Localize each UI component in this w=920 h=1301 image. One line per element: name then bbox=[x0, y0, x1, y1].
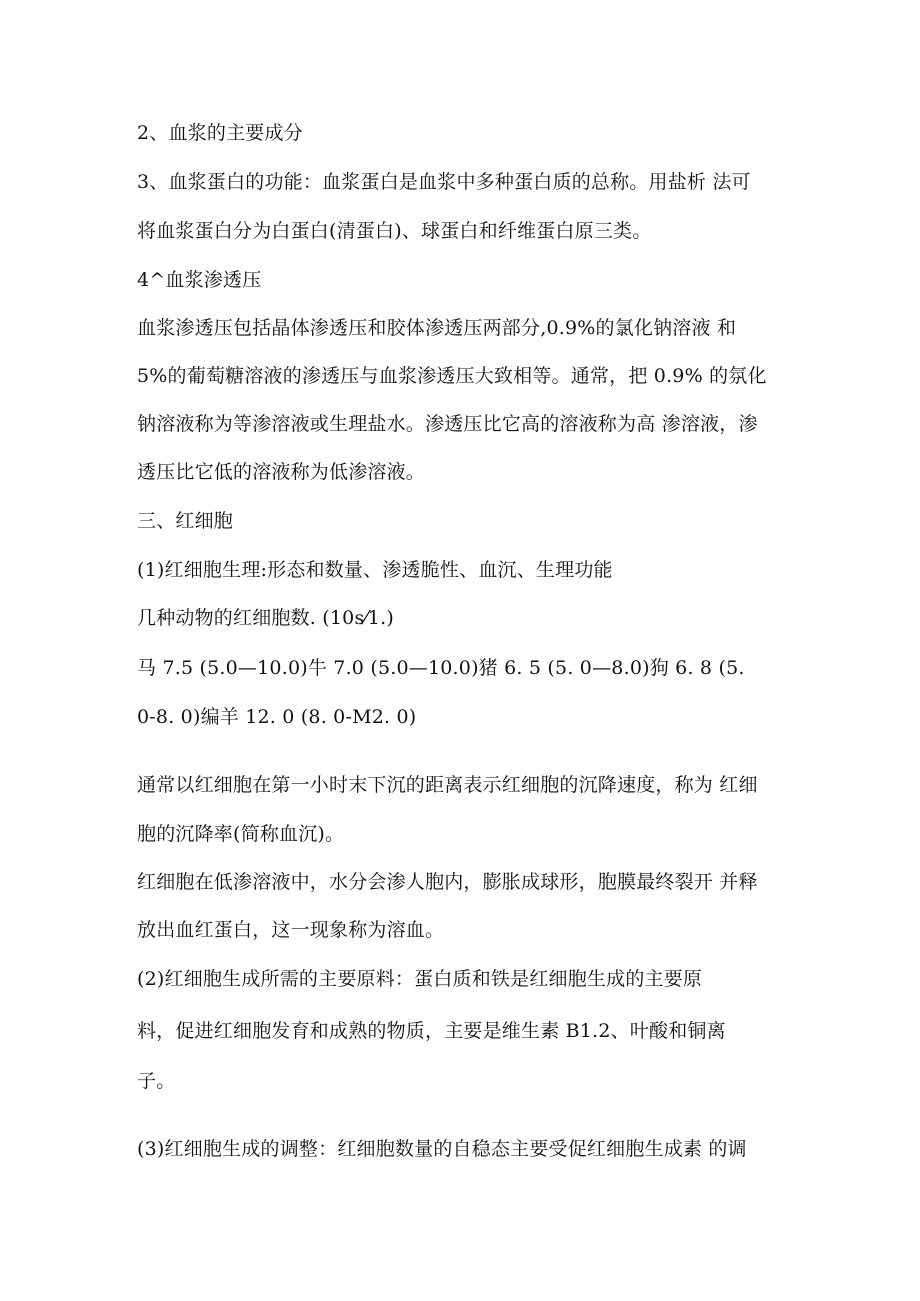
text-line-10: (1)红细胞生理:形态和数量、渗透脆性、血沉、生理功能 bbox=[137, 559, 613, 581]
text-line-11: 几种动物的红细胞数. (10s⁄1.) bbox=[137, 607, 394, 629]
text-line-5: 血浆渗透压包括晶体渗透压和胶体渗透压两部分,0.9%的氯化钠溶液 和 bbox=[137, 317, 737, 339]
text-line-2: 3、血浆蛋白的功能：血浆蛋白是血浆中多种蛋白质的总称。用盐析 法可 bbox=[137, 171, 751, 193]
text-line-19: 料，促进红细胞发育和成熟的物质，主要是维生素 B1.2、叶酸和铜离 bbox=[137, 1020, 726, 1042]
text-line-12: 马 7.5 (5.0—10.0)牛 7.0 (5.0—10.0)猪 6. 5 (5. 0—8.0)狗 6. 8 (5. bbox=[137, 657, 745, 679]
text-line-16: 红细胞在低渗溶液中，水分会渗人胞内，膨胀成球形，胞膜最终裂开 并释 bbox=[137, 871, 758, 893]
text-line-15: 胞的沉降率(简称血沉)。 bbox=[137, 823, 345, 845]
text-line-8: 透压比它低的溶液称为低渗溶液。 bbox=[137, 461, 426, 483]
text-line-1: 2、血浆的主要成分 bbox=[137, 122, 303, 144]
text-line-7: 钠溶液称为等渗溶液或生理盐水。渗透压比它高的溶液称为高 渗溶液，渗 bbox=[137, 413, 758, 435]
text-line-4: 4^血浆渗透压 bbox=[137, 269, 262, 291]
text-line-13: 0-8. 0)编羊 12. 0 (8. 0-M2. 0) bbox=[137, 706, 417, 728]
text-line-14: 通常以红细胞在第一小时末下沉的距离表示红细胞的沉降速度，称为 红细 bbox=[137, 774, 758, 796]
text-line-3: 将血浆蛋白分为白蛋白(清蛋白)、球蛋白和纤维蛋白原三类。 bbox=[137, 220, 652, 242]
text-line-17: 放出血红蛋白，这一现象称为溶血。 bbox=[137, 919, 445, 941]
text-line-6: 5%的葡萄糖溶液的渗透压与血浆渗透压大致相等。通常，把 0.9% 的氛化 bbox=[137, 365, 767, 387]
text-line-20: 子。 bbox=[137, 1070, 176, 1092]
text-line-18: (2)红细胞生成所需的主要原料：蛋白质和铁是红细胞生成的主要原 bbox=[137, 968, 703, 990]
text-line-21: (3)红细胞生成的调整：红细胞数量的自稳态主要受促红细胞生成素 的调 bbox=[137, 1138, 747, 1160]
text-line-9: 三、红细胞 bbox=[137, 510, 234, 532]
